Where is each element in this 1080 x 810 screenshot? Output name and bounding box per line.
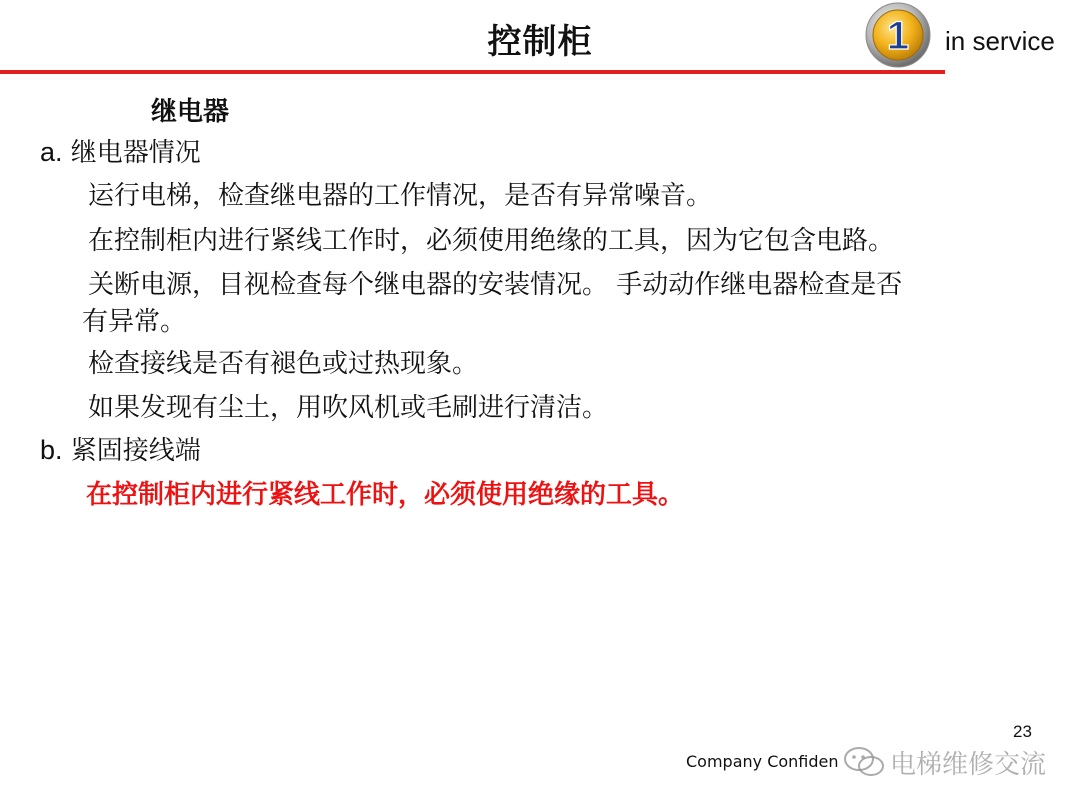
item-a-label: 继电器情况 xyxy=(70,138,201,168)
chat-bubbles-icon xyxy=(842,744,886,780)
body-line-1: 运行电梯，检查继电器的工作情况，是否有异常噪音。 xyxy=(88,181,713,211)
watermark-text: 电梯维修交流 xyxy=(890,749,1047,780)
body-line-5: 如果发现有尘土，用吹风机或毛刷进行清洁。 xyxy=(88,393,609,423)
body-line-4: 检查接线是否有褪色或过热现象。 xyxy=(88,349,479,379)
brand-text: in service xyxy=(945,26,1055,56)
body-line-2: 在控制柜内进行紧线工作时，必须使用绝缘的工具，因为它包含电路。 xyxy=(88,226,895,256)
item-a-letter: a. xyxy=(40,137,63,167)
watermark xyxy=(842,742,1046,782)
number-one-badge-icon xyxy=(864,1,932,69)
item-b-heading xyxy=(40,430,201,467)
page-title: 控制柜 xyxy=(487,22,593,62)
item-b-label: 紧固接线端 xyxy=(70,436,201,466)
title-divider xyxy=(0,70,945,74)
page-number: 23 xyxy=(1013,722,1032,741)
body-line-3-continuation: 有异常。 xyxy=(82,307,187,337)
item-a-heading xyxy=(40,132,201,169)
section-heading: 继电器 xyxy=(151,97,230,127)
footer-confidential: Company Confiden xyxy=(686,752,839,771)
body-line-3: 关断电源，目视检查每个继电器的安装情况。 手动动作继电器检查是否 xyxy=(88,270,903,300)
svg-text:1: 1 xyxy=(886,14,910,58)
item-b-letter: b. xyxy=(40,435,63,465)
safety-warning: 在控制柜内进行紧线工作时，必须使用绝缘的工具。 xyxy=(86,480,685,510)
